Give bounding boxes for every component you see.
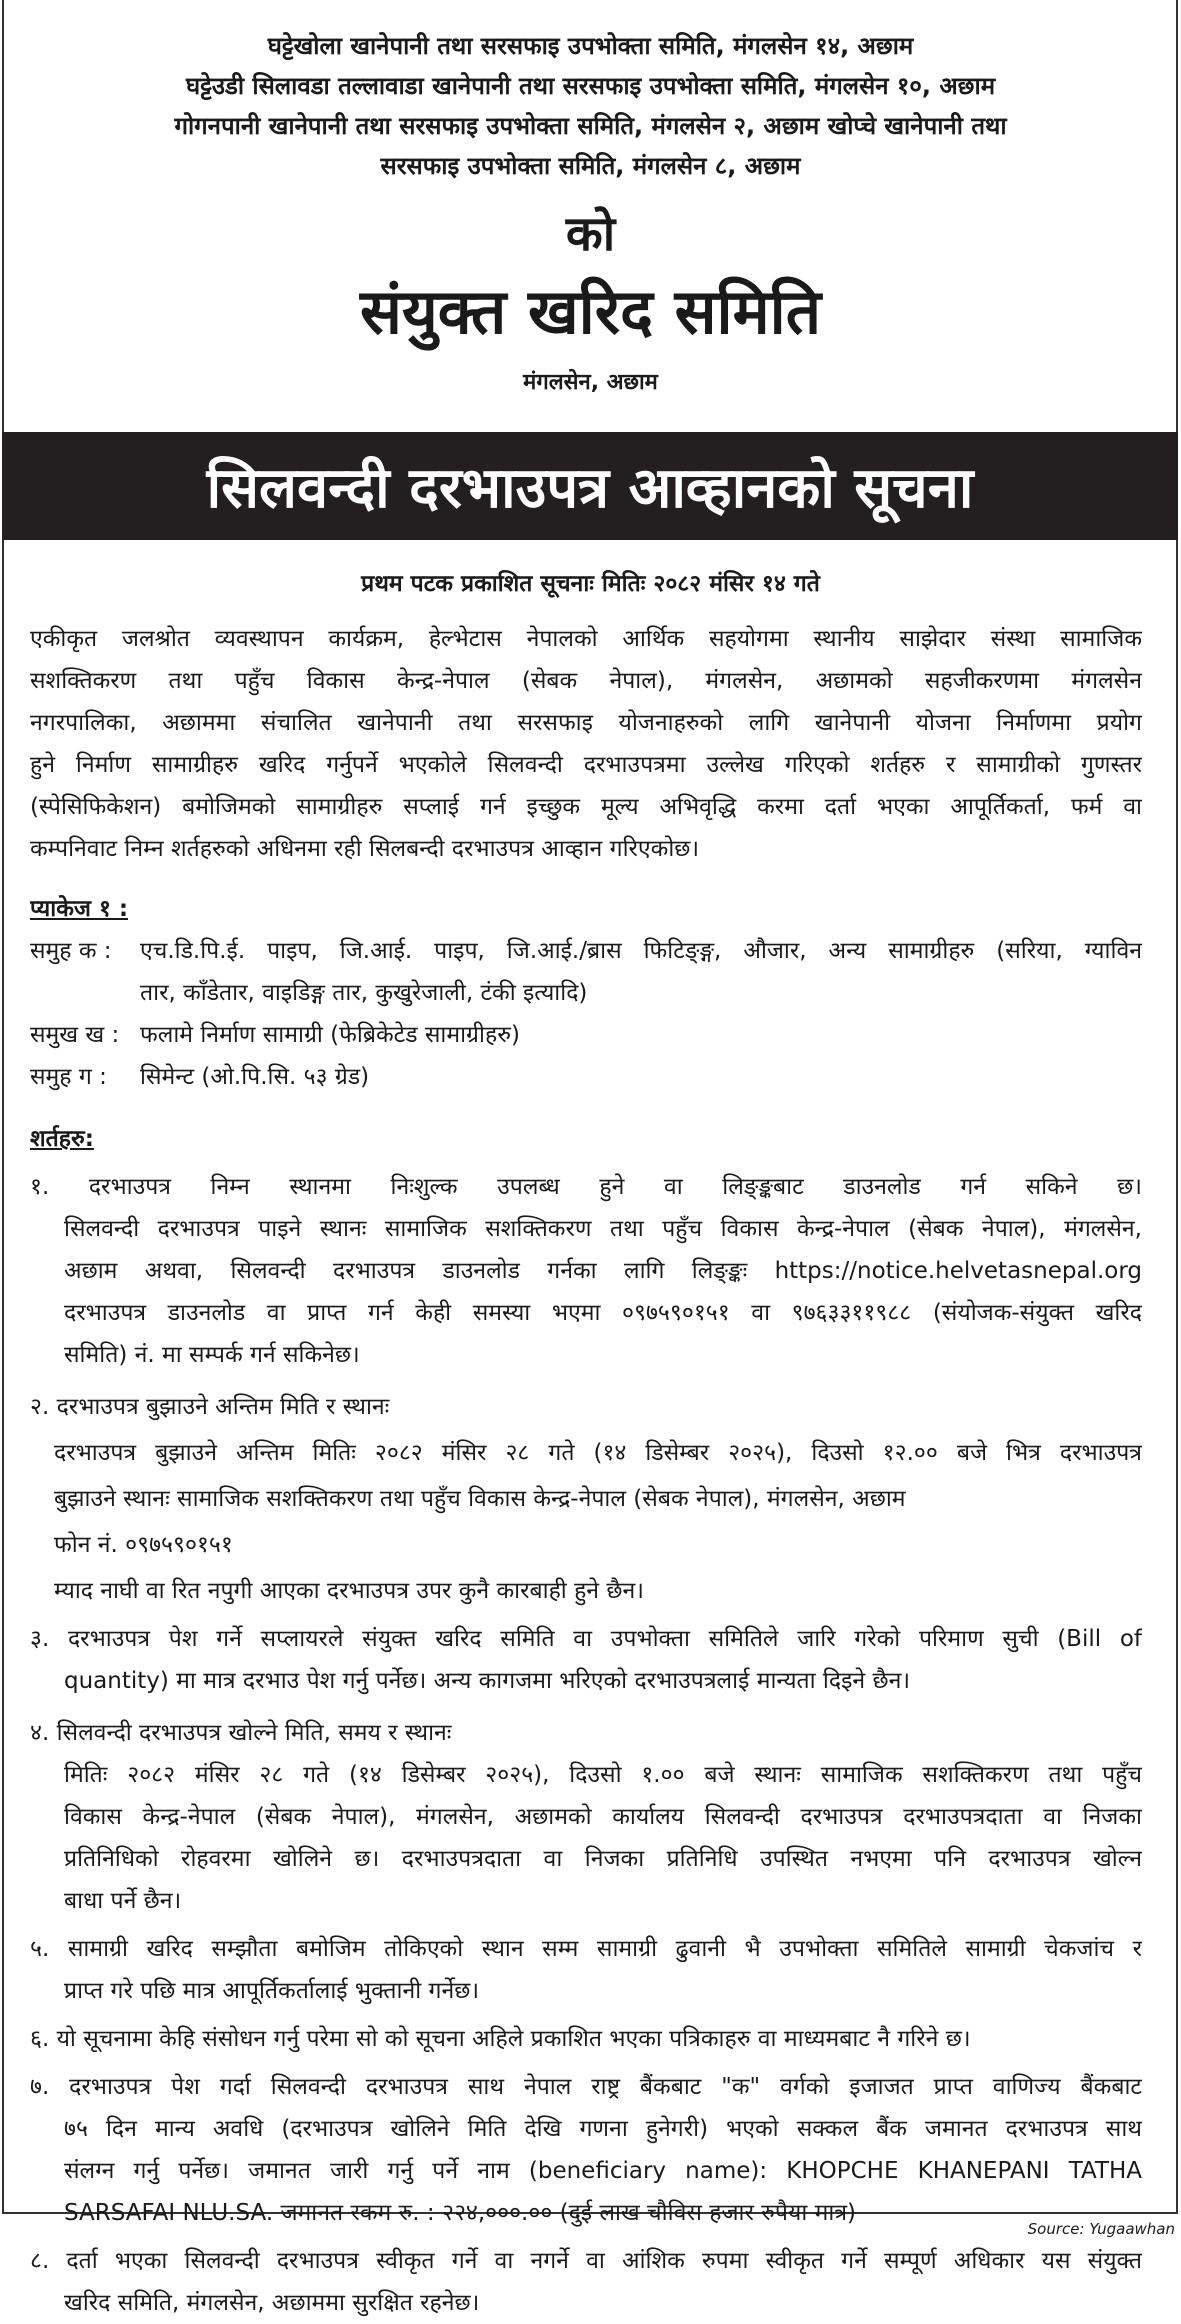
condition-line: सिलवन्दी दरभाउपत्र पाइने स्थानः सामाजिक सशक्तिकरण तथा पहुँच विकास केन्द्र-नेपाल (सेबक नेपाल), मंगलसेन,: [64, 1216, 1142, 1242]
condition-line: १. दरभाउपत्र निम्न स्थानमा निःशुल्क उपलब्ध हुने वा लिङ्ङ्कबाट डाउनलोड गर्न सकिने छ।: [30, 1174, 1142, 1200]
conditions-list: [30, 1166, 1142, 2324]
condition-line: मितिः २०८२ मंसिर २८ गते (१४ डिसेम्बर २०२५), दिउसो १.०० बजे स्थानः सामाजिक सशक्तिकरण तथा पहुँच: [64, 1762, 1142, 1788]
condition-item: [30, 1712, 1142, 1922]
condition-item: [30, 2018, 1142, 2060]
org-line: घट्टेउडी सिलावडा तल्लावाडा खानेपानी तथा सरसफाइ उपभोक्ता समिति, मंगलसेन १०, अछाम: [185, 72, 996, 100]
condition-line: ७५ दिन मान्य अवधि (दरभाउपत्र खोलिने मिति देखि गणना हुनेगरी) भएको सक्कल बैंक जमानत दरभाउपत्र साथ: [64, 2116, 1142, 2142]
condition-line: ८. दर्ता भएका सिलवन्दी दरभाउपत्र स्वीकृत गर्ने वा नगर्ने वा आंशिक रुपमा स्वीकृत गर्ने सम्पूर्ण अधिकार यस संयुक्त: [30, 2248, 1142, 2274]
condition-item: [30, 2240, 1142, 2324]
condition-line: SARSAFAI NLU.SA. जमानत रकम रु. : २२४,०००.०० (दुई लाख चौविस हजार रुपैया मात्र): [64, 2200, 856, 2226]
group-items: [140, 1014, 1142, 1056]
package-heading: प्याकेज १ :: [30, 896, 129, 922]
condition-line: संलग्न गर्नु पर्नेछ। जमानत जारी गर्नु पर्ने नाम (beneficiary name): KHOPCHE KHANEPANI TATHA: [64, 2158, 1142, 2184]
condition-item: [30, 1928, 1142, 2012]
group-line: सिमेन्ट (ओ.पि.सि. ५३ ग्रेड): [140, 1064, 370, 1090]
condition-line: दरभाउपत्र बुझाउने अन्तिम मितिः २०८२ मंसिर २८ गते (१४ डिसेम्बर २०२५), दिउसो १२.०० बजे भित्र दरभाउपत्र: [54, 1440, 1142, 1466]
conditions-heading: शर्तहरु:: [30, 1126, 94, 1152]
condition-line: ६. यो सूचनामा केहि संसोधन गर्नु परेमा सो को सूचना अहिले प्रकाशित भएका पत्रिकाहरु वा माध्यमबाट नै गरिने छ।: [30, 2026, 971, 2052]
condition-line: अछाम अथवा, सिलवन्दी दरभाउपत्र डाउनलोड गर्नका लागि लिङ्ङ्कः https://notice.helvetasnepal.org: [64, 1258, 1142, 1284]
intro-paragraph: [30, 618, 1142, 870]
group-line: फलामे निर्माण सामाग्री (फेब्रिकेटेड सामाग्रीहरु): [140, 1022, 520, 1048]
group-items: [140, 930, 1142, 1014]
intro-line: (स्पेसिफिकेशन) बमोजिमको सामाग्रीहरु सप्लाई गर्न इच्छुक मूल्य अभिवृद्धि करमा दर्ता भएका आपूर्तिकर्ता, फर्म वा: [30, 794, 1142, 820]
package-group: [30, 1056, 1142, 1098]
notice-body: [30, 618, 1142, 2324]
condition-item: [30, 1166, 1142, 1376]
condition-line: बुझाउने स्थानः सामाजिक सशक्तिकरण तथा पहुँच विकास केन्द्र-नेपाल (सेबक नेपाल), मंगलसेन, अछाम: [54, 1486, 906, 1512]
org-line: सरसफाइ उपभोक्ता समिति, मंगलसेन ८, अछाम: [380, 152, 801, 180]
condition-line: ७. दरभाउपत्र पेश गर्दा सिलवन्दी दरभाउपत्र साथ नेपाल राष्ट्र बैंकबाट "क" वर्गको इजाजत प्राप्त वाणिज्य बैंकबाट: [30, 2074, 1142, 2100]
intro-line: नगरपालिका, अछाममा संचालित खानेपानी तथा सरसफाइ योजनाहरुको लागि खानेपानी योजना निर्माणमा प्रयोग: [30, 710, 1142, 736]
condition-item: [30, 2066, 1142, 2234]
condition-line: प्राप्त गरे पछि मात्र आपूर्तिकर्तालाई भुक्तानी गर्नेछ।: [64, 1978, 480, 2004]
condition-line: प्रतिनिधिको रोहवरमा खोलिने छ। दरभाउपत्रदाता वा निजका प्रतिनिधि उपस्थित नभएमा पनि दरभाउपत्र खोल्न: [64, 1846, 1142, 1872]
condition-line: ५. सामाग्री खरिद सम्झौता बमोजिम तोकिएको स्थान सम्म सामाग्री ढुवानी भै उपभोक्ता समितिले सामाग्री चेकजांच र: [30, 1936, 1142, 1962]
group-line: एच.डि.पि.ई. पाइप, जि.आई. पाइप, जि.आई./ब्रास फिटिङ्ङ्ग, औजार, अन्य सामाग्रीहरु (सरिया, ग्याविन: [140, 938, 1142, 964]
org-line: गोगनपानी खानेपानी तथा सरसफाइ उपभोक्ता समिति, मंगलसेन २, अछाम खोप्चे खानेपानी तथा: [174, 112, 1007, 140]
group-items: [140, 1056, 1142, 1098]
committee-title: संयुक्त खरिद समिति: [359, 275, 822, 348]
package-groups: [30, 930, 1142, 1098]
package-group: [30, 930, 1142, 1014]
group-label: समुख ख :: [30, 1022, 120, 1048]
group-line: तार, काँडेतार, वाइडिङ्ग तार, कुखुरेजाली, टंकी इत्यादि): [140, 980, 588, 1006]
organization-lines: [0, 26, 1181, 186]
condition-line: फोन नं. ०९७५९०१५१: [54, 1532, 233, 1558]
connector-ko: को: [565, 206, 616, 262]
condition-line: quantity) मा मात्र दरभाउ पेश गर्नु पर्नेछ। अन्य कागजमा भरिएको दरभाउपत्रलाई मान्यता दिइने छैन।: [64, 1668, 911, 1694]
group-label: समुह क :: [30, 938, 112, 964]
source-credit: Source: Yugaawhan: [1027, 2220, 1175, 2238]
group-label: समुह ग :: [30, 1064, 107, 1090]
notice-banner: सिलवन्दी दरभाउपत्र आव्हानको सूचना: [2, 432, 1178, 540]
condition-line: खरिद समिति, मंगलसेन, अछाममा सुरक्षित रहनेछ।: [64, 2290, 480, 2316]
condition-line: म्याद नाघी वा रित नपुगी आएका दरभाउपत्र उपर कुनै कारबाही हुने छैन।: [54, 1578, 644, 1604]
condition-line: विकास केन्द्र-नेपाल (सेबक नेपाल), मंगलसेन, अछामको कार्यालय सिलवन्दी दरभाउपत्र दरभाउपत्रदाता वा निजका: [64, 1804, 1142, 1830]
condition-line: ४. सिलवन्दी दरभाउपत्र खोल्ने मिति, समय र स्थानः: [30, 1720, 452, 1746]
first-published-date: प्रथम पटक प्रकाशित सूचनाः मितिः २०८२ मंसिर १४ गते: [361, 571, 820, 597]
intro-line: सशक्तिकरण तथा पहुँच विकास केन्द्र-नेपाल (सेबक नेपाल), मंगलसेन, अछामको सहजीकरणमा मंगलसेन: [30, 668, 1142, 694]
condition-line: समिति) नं. मा सम्पर्क गर्न सकिनेछ।: [64, 1342, 360, 1368]
condition-line: २. दरभाउपत्र बुझाउने अन्तिम मिति र स्थानः: [30, 1394, 390, 1420]
intro-line: एकीकृत जलश्रोत व्यवस्थापन कार्यक्रम, हेल्भेटास नेपालको आर्थिक सहयोगमा स्थानीय साझेदार संस्था सामाजिक: [30, 626, 1142, 652]
package-group: [30, 1014, 1142, 1056]
condition-line: ३. दरभाउपत्र पेश गर्ने सप्लायरले संयुक्त खरिद समिति वा उपभोक्ता समितिले जारि गरेको परिमाण सुची (Bill of: [30, 1626, 1142, 1652]
committee-location: मंगलसेन, अछाम: [523, 370, 658, 395]
intro-line: हुने निर्माण सामाग्रीहरु खरिद गर्नुपर्ने भएकोले सिलवन्दी दरभाउपत्रमा उल्लेख गरिएको शर्तहरु र सामाग्रीको गुणस्तर: [30, 752, 1142, 778]
condition-item: [30, 1618, 1142, 1702]
condition-line: दरभाउपत्र डाउनलोड वा प्राप्त गर्न केही समस्या भएमा ०९७५९०१५१ वा ९७६३३११९८८ (संयोजक-संयुक्त खरिद: [64, 1300, 1142, 1326]
org-line: घट्टेखोला खानेपानी तथा सरसफाइ उपभोक्ता समिति, मंगलसेन १४, अछाम: [267, 32, 914, 60]
condition-item: [30, 1386, 1142, 1612]
intro-line: कम्पनिवाट निम्न शर्तहरुको अधिनमा रही सिलबन्दी दरभाउपत्र आव्हान गरिएकोछ।: [30, 836, 700, 862]
condition-line: बाधा पर्ने छैन।: [64, 1888, 182, 1914]
